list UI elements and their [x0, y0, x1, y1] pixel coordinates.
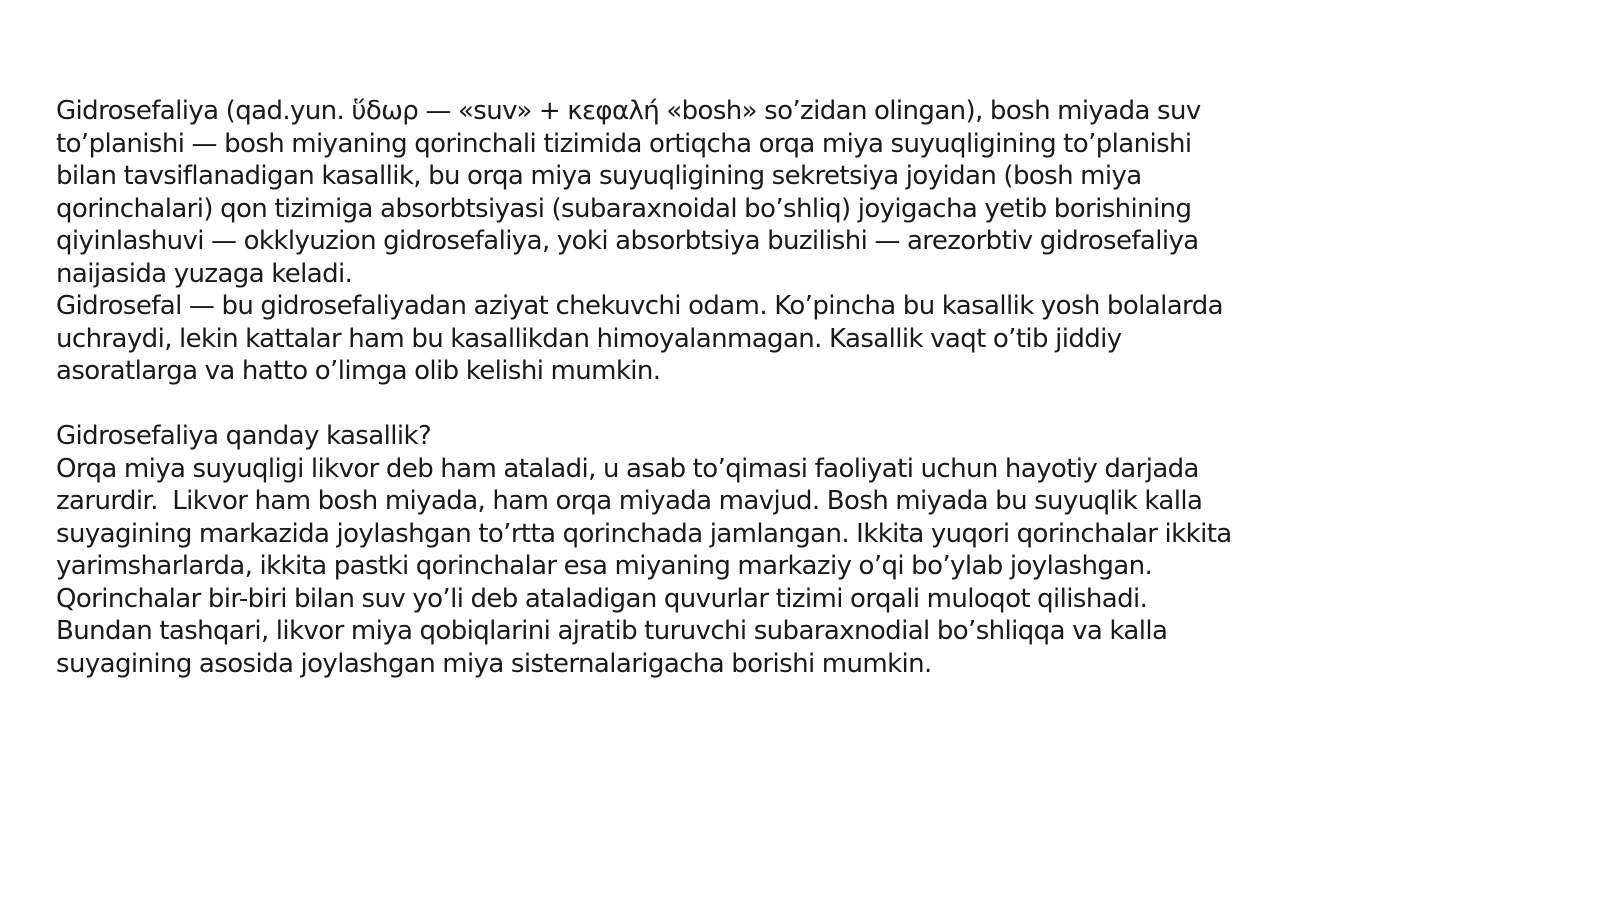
- text-line: Bundan tashqari, likvor miya qobiqlarini ajratib turuvchi subaraxnodial bo’shliqqa va kalla: [56, 616, 1168, 646]
- section-question: [56, 420, 1496, 453]
- slide-text-block: [56, 95, 1496, 680]
- text-line: naijasida yuzaga keladi.: [56, 258, 353, 289]
- paragraph-definition: [56, 95, 1496, 290]
- text-line: bilan tavsiflanadigan kasallik, bu orqa miya suyuqligining sekretsiya joyidan (bosh miya: [56, 161, 1142, 191]
- text-line: suyagining asosida joylashgan miya sisternalarigacha borishi mumkin.: [56, 648, 932, 679]
- text-line: uchraydi, lekin kattalar ham bu kasallikdan himoyalanmagan. Kasallik vaqt o’tib jiddiy: [56, 323, 1122, 354]
- text-line: yarimsharlarda, ikkita pastki qorinchalar esa miyaning markaziy o’qi bo’ylab joylashgan.: [56, 551, 1153, 581]
- text-line: qiyinlashuvi — okklyuzion gidrosefaliya, yoki absorbtsiya buzilishi — arezorbtiv gidrosefaliya: [56, 226, 1199, 256]
- text-line: Gidrosefaliya (qad.yun. ὕδωρ — «suv» + κεφαλή «bosh» so’zidan olingan), bosh miyada suv: [56, 96, 1201, 126]
- text-line: Qorinchalar bir-biri bilan suv yo’li deb ataladigan quvurlar tizimi orqali muloqot qilishadi.: [56, 583, 1148, 614]
- text-line: Gidrosefal — bu gidrosefaliyadan aziyat chekuvchi odam. Ko’pincha bu kasallik yosh bolalarda: [56, 291, 1223, 321]
- question-heading: Gidrosefaliya qanday kasallik?: [56, 421, 432, 451]
- text-line: qorinchalari) qon tizimiga absorbtsiyasi (subaraxnoidal bo’shliq) joyigacha yetib borishining: [56, 193, 1192, 224]
- text-line: suyagining markazida joylashgan to’rtta qorinchada jamlangan. Ikkita yuqori qorinchalar ikkita: [56, 518, 1232, 549]
- text-line: to’planishi — bosh miyaning qorinchali tizimida ortiqcha orqa miya suyuqligining to’planishi: [56, 128, 1192, 159]
- text-line: zarurdir. Likvor ham bosh miyada, ham orqa miyada mavjud. Bosh miyada bu suyuqlik kalla: [56, 486, 1203, 516]
- text-line: Orqa miya suyuqligi likvor deb ham ataladi, u asab to’qimasi faoliyati uchun hayotiy darjada: [56, 453, 1199, 484]
- paragraph-liquor: [56, 453, 1496, 681]
- paragraph-hydrocephalic: [56, 290, 1496, 388]
- blank-line: [56, 388, 1496, 421]
- text-line: asoratlarga va hatto o’limga olib kelishi mumkin.: [56, 356, 661, 386]
